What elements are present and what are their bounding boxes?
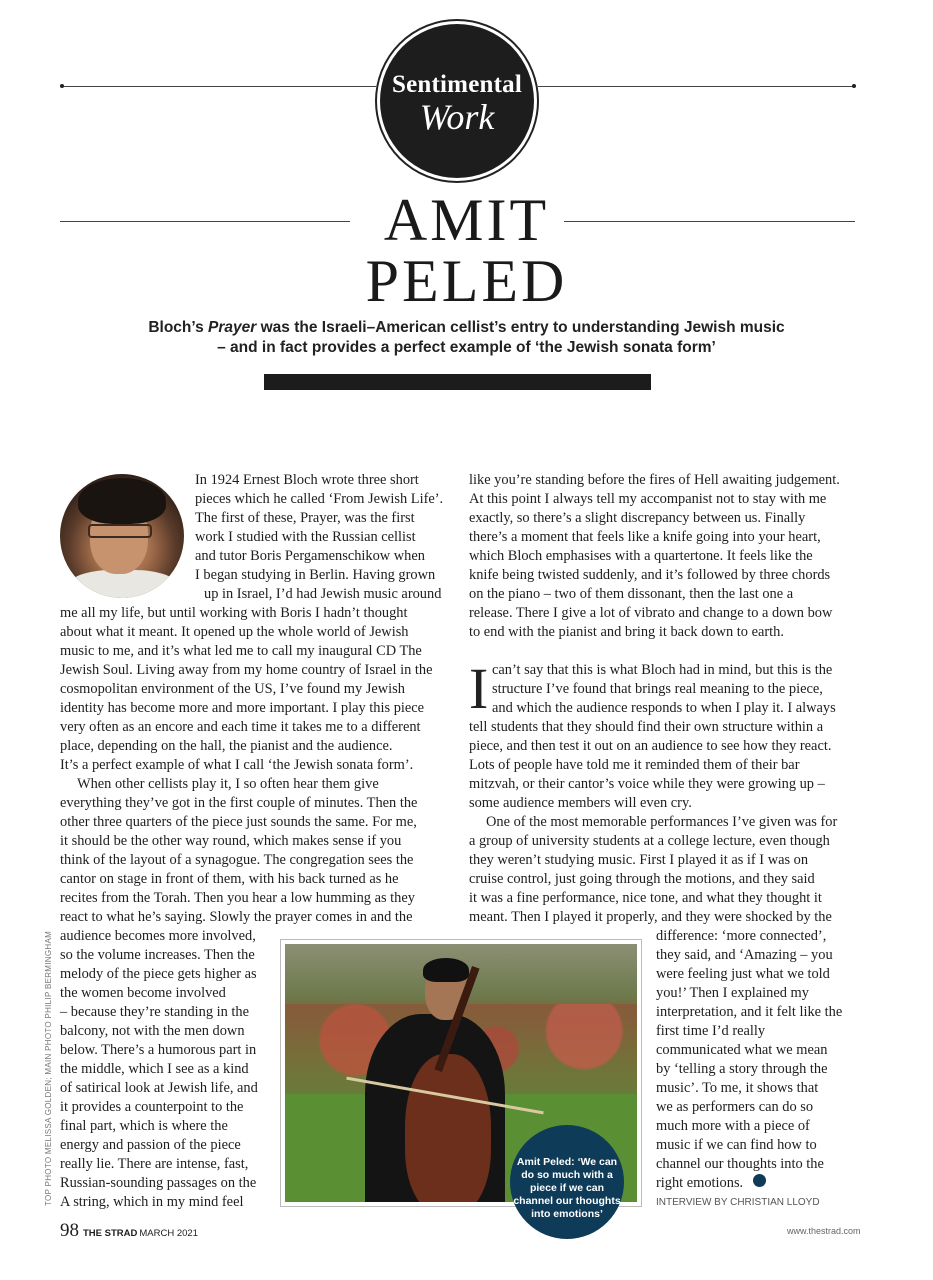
right-line: a group of university students at a college lecture, even though — [469, 833, 830, 849]
right-line: communicated what we mean — [656, 1042, 828, 1058]
left-line: recites from the Torah. Then you hear a low humming as they — [60, 890, 415, 906]
left-line: react to what he’s saying. Slowly the prayer comes in and the — [60, 909, 413, 925]
section-badge-line1: Sentimental — [392, 71, 522, 98]
left-line: below. There’s a humorous part in — [60, 1042, 257, 1058]
right-line: tell students that they should find their own structure within a — [469, 719, 824, 735]
left-line: me all my life, but until working with Boris I hadn’t thought — [60, 605, 408, 621]
right-line: exactly, so there’s a slight discrepancy between us. Finally — [469, 510, 806, 526]
callout-line: Amit Peled: ‘We can — [516, 1156, 618, 1168]
right-line: release. There I give a lot of vibrato and change to a down bow — [469, 605, 833, 621]
end-mark-icon — [753, 1174, 766, 1187]
right-line: meant. Then I played it properly, and they were shocked by the — [469, 909, 832, 925]
left-line: pieces which he called ‘From Jewish Life’. — [195, 491, 444, 507]
right-line: interpretation, and it felt like the — [656, 1004, 843, 1020]
right-line: some audience members will even cry. — [469, 795, 692, 811]
right-line: were feeling just what we told — [656, 966, 830, 982]
right-line: cruise control, just going through the motions, and they said — [469, 871, 815, 887]
right-line: right emotions. — [656, 1175, 744, 1191]
right-line: piece, and then test it out on an audience to see how they react. — [469, 738, 832, 754]
right-line: they weren’t studying music. First I played it as if I was on — [469, 852, 809, 868]
standfirst-line2: – and in fact provides a perfect example of ‘the Jewish sonata form’ — [217, 339, 716, 356]
right-line: there’s a moment that feels like a knife going into your heart, — [469, 529, 821, 545]
standfirst — [120, 318, 813, 358]
issue-date: MARCH 2021 — [139, 1228, 198, 1239]
byline: INTERVIEW BY CHRISTIAN LLOYD — [656, 1197, 820, 1208]
portrait-image — [60, 474, 184, 598]
callout-line: piece if we can — [529, 1182, 605, 1194]
left-line: melody of the piece gets higher as — [60, 966, 257, 982]
photo-cello — [405, 1054, 491, 1202]
portrait-hair — [78, 478, 166, 524]
left-line: and tutor Boris Pergamenschikow when — [195, 548, 425, 564]
right-line: structure I’ve found that brings real meaning to the piece, — [492, 681, 823, 697]
right-line: At this point I always tell my accompanist not to stay with me — [469, 491, 827, 507]
rule-end-dot-right — [852, 84, 856, 88]
title-bar — [264, 374, 651, 390]
portrait-glasses — [88, 524, 152, 538]
left-line: Jewish Soul. Living away from my home country of Israel in the — [60, 662, 433, 678]
left-line: the middle, which I see as a kind — [60, 1061, 249, 1077]
right-line: music if we can find how to — [656, 1137, 817, 1153]
rule-end-dot-left — [60, 84, 64, 88]
right-line: you!’ Then I explained my — [656, 985, 809, 1001]
left-line: work I studied with the Russian cellist — [195, 529, 416, 545]
right-line: difference: ‘more connected’, — [656, 928, 827, 944]
right-line: which Bloch emphasises with a quartertone. It feels like the — [469, 548, 813, 564]
right-line: knife being twisted suddenly, and it’s followed by three chords — [469, 567, 831, 583]
left-line: I began studying in Berlin. Having grown — [195, 567, 436, 583]
left-line: The first of these, Prayer, was the first — [195, 510, 415, 526]
article-title-line2: PELED — [365, 248, 568, 314]
right-line: it was a fine performance, nice tone, and what they thought it — [469, 890, 822, 906]
portrait-shirt — [68, 570, 178, 598]
left-line: In 1924 Ernest Bloch wrote three short — [195, 472, 419, 488]
right-line: they said, and ‘Amazing – you — [656, 947, 833, 963]
right-line: to end with the pianist and bring it back down to earth. — [469, 624, 784, 640]
left-line: place, depending on the hall, the pianist and the audience. — [60, 738, 393, 754]
article-title-line1: AMIT — [383, 187, 550, 253]
left-line: about what it meant. It opened up the whole world of Jewish — [60, 624, 409, 640]
folio — [60, 1220, 198, 1242]
left-line: think of the layout of a synagogue. The congregation sees the — [60, 852, 414, 868]
left-line: it should be the other way round, which makes sense if you — [60, 833, 402, 849]
left-line: very often as an encore and each time it takes me to a different — [60, 719, 421, 735]
standfirst-post: was the Israeli–American cellist’s entry to understanding Jewish music — [256, 319, 785, 336]
left-line: audience becomes more involved, — [60, 928, 256, 944]
right-line: like you’re standing before the fires of Hell awaiting judgement. — [469, 472, 840, 488]
left-line: A string, which in my mind feel — [60, 1194, 244, 1210]
right-line: we as performers can do so — [656, 1099, 814, 1115]
header-rule-right — [538, 86, 854, 87]
standfirst-em: Prayer — [208, 319, 257, 336]
right-line: and which the audience responds to when I play it. I always — [492, 700, 836, 716]
section-badge — [380, 24, 534, 178]
right-line: on the piano – two of them dissonant, then the last one a — [469, 586, 794, 602]
right-line: mitzvah, or their cantor’s voice while they were growing up – — [469, 776, 825, 792]
right-line: can’t say that this is what Bloch had in mind, but this is the — [492, 662, 833, 678]
left-line: It’s a perfect example of what I call ‘the Jewish sonata form’. — [60, 757, 414, 773]
right-line: music’. To me, it shows that — [656, 1080, 819, 1096]
left-line: it provides a counterpoint to the — [60, 1099, 244, 1115]
left-line: music to me, and it’s what led me to call my inaugural CD The — [60, 643, 422, 659]
left-line: identity has become more and more important. I play this piece — [60, 700, 425, 716]
left-line: – because they’re standing in the — [60, 1004, 250, 1020]
left-line: so the volume increases. Then the — [60, 947, 255, 963]
photo-credit: TOP PHOTO MELISSA GOLDEN; MAIN PHOTO PHILIP BERMINGHAM — [44, 930, 53, 1206]
left-line: final part, which is where the — [60, 1118, 228, 1134]
right-line: One of the most memorable performances I’ve given was for — [486, 814, 838, 830]
magazine-name: THE STRAD — [83, 1228, 138, 1239]
left-line: When other cellists play it, I so often hear them give — [77, 776, 379, 792]
left-line: up in Israel, I’d had Jewish music around — [204, 586, 442, 602]
left-line: other three quarters of the piece just sounds the same. For me, — [60, 814, 417, 830]
left-line: Russian-sounding passages on the — [60, 1175, 257, 1191]
site-url[interactable]: www.thestrad.com — [787, 1226, 861, 1236]
left-line: energy and passion of the piece — [60, 1137, 241, 1153]
left-line: of satirical look at Jewish life, and — [60, 1080, 258, 1096]
right-line: first time I’d really — [656, 1023, 766, 1039]
photo-cellist-hair — [423, 958, 469, 982]
page-number: 98 — [60, 1220, 79, 1241]
right-line: by ‘telling a story through the — [656, 1061, 828, 1077]
drop-cap: I — [469, 656, 489, 721]
header-rule-left — [62, 86, 376, 87]
callout-line: into emotions’ — [531, 1208, 603, 1220]
standfirst-pre: Bloch’s — [148, 319, 209, 336]
pull-quote-callout — [510, 1125, 624, 1239]
right-line: channel our thoughts into the — [656, 1156, 824, 1172]
right-line: much more with a piece of — [656, 1118, 810, 1134]
left-line: everything they’ve got in the first couple of minutes. Then the — [60, 795, 418, 811]
callout-line: do so much with a — [521, 1169, 613, 1181]
left-line: really lie. There are intense, fast, — [60, 1156, 249, 1172]
left-line: balcony, not with the men down — [60, 1023, 245, 1039]
section-badge-line2: Work — [419, 97, 495, 137]
left-line: cantor on stage in front of them, with his back turned as he — [60, 871, 399, 887]
right-line: Lots of people have told me it reminded them of their bar — [469, 757, 800, 773]
callout-line: channel our thoughts — [513, 1195, 621, 1207]
left-line: the women become involved — [60, 985, 226, 1001]
left-line: cosmopolitan environment of the US, I’ve found my Jewish — [60, 681, 405, 697]
